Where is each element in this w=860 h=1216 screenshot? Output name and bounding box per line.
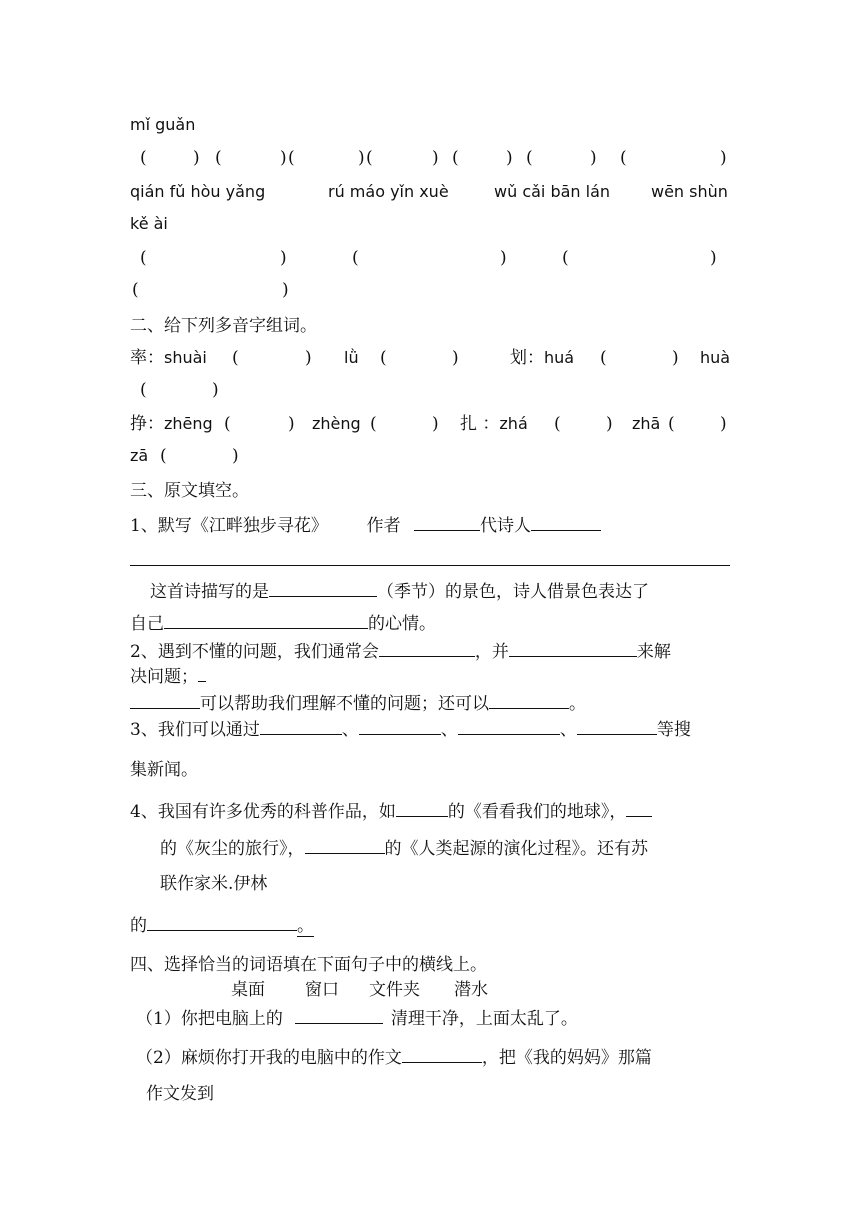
char-label: 扎 ： bbox=[460, 414, 500, 434]
q1-desc-line bbox=[150, 580, 649, 602]
poem-answer-line bbox=[130, 565, 730, 566]
blank-line bbox=[260, 718, 342, 735]
paren-open: ( bbox=[620, 148, 627, 168]
section-2-heading: 二、给下列多音字组词。 bbox=[130, 316, 317, 336]
separator: 、 bbox=[341, 720, 359, 740]
q1-line bbox=[130, 514, 601, 536]
text: 3、我们可以通过 bbox=[130, 720, 260, 740]
paren-close: ) bbox=[432, 414, 439, 434]
paren-open: ( bbox=[668, 414, 675, 434]
paren-open: ( bbox=[600, 348, 607, 368]
paren-close: ) bbox=[232, 446, 239, 466]
text: （1）你把电脑上的 bbox=[136, 1009, 283, 1029]
text: ，把《我的妈妈》那篇 bbox=[481, 1048, 652, 1068]
paren-open: ( bbox=[370, 414, 377, 434]
paren-open: ( bbox=[140, 380, 147, 400]
paren-close: ) bbox=[193, 148, 200, 168]
paren-close: ) bbox=[720, 148, 727, 168]
text: （2）麻烦你打开我的电脑中的作文 bbox=[136, 1048, 402, 1068]
word-option: 潜水 bbox=[454, 980, 488, 1000]
section-4-heading: 四、选择恰当的词语填在下面句子中的横线上。 bbox=[130, 955, 487, 975]
word-option: 桌面 bbox=[231, 980, 265, 1000]
q4-line bbox=[130, 800, 652, 822]
separator: 、 bbox=[559, 720, 577, 740]
text: 。 bbox=[297, 916, 314, 936]
blank-line bbox=[402, 1046, 482, 1063]
blank-line bbox=[531, 514, 601, 531]
text: 决问题； bbox=[130, 667, 198, 687]
pinyin: shuài bbox=[164, 348, 207, 367]
pinyin-hua4: huà bbox=[700, 348, 731, 367]
text: 4、我国有许多优秀的科普作品，如 bbox=[130, 802, 396, 822]
q2-line-3 bbox=[130, 692, 586, 714]
blank-line bbox=[164, 612, 368, 629]
s4-q1-line bbox=[136, 1007, 578, 1029]
blank-line bbox=[130, 692, 200, 709]
char-zheng bbox=[130, 414, 213, 434]
paren-close: ) bbox=[280, 248, 287, 268]
paren-open: ( bbox=[288, 148, 295, 168]
paren-close: ) bbox=[288, 414, 295, 434]
text: 2、遇到不懂的问题，我们通常会 bbox=[130, 642, 379, 662]
text: 的 bbox=[130, 916, 147, 936]
char-za bbox=[460, 414, 528, 434]
paren-open: ( bbox=[526, 148, 533, 168]
blank-line bbox=[305, 837, 385, 854]
paren-close: ) bbox=[280, 148, 287, 168]
q3-line-2: 集新闻。 bbox=[130, 760, 198, 780]
text: ，并 bbox=[474, 642, 509, 662]
q2-line-2 bbox=[130, 665, 206, 687]
paren-open: ( bbox=[160, 446, 167, 466]
paren-close: ) bbox=[500, 248, 507, 268]
q4-line-3: 联作家米.伊林 bbox=[160, 874, 268, 894]
text: （季节）的景色，诗人借景色表达了 bbox=[377, 582, 649, 602]
q4-line-4 bbox=[130, 914, 314, 936]
blank-line bbox=[509, 640, 637, 657]
blank-line bbox=[577, 718, 657, 735]
text: 可以帮助我们理解不懂的问题；还可以 bbox=[200, 694, 489, 714]
char-shuai-lv bbox=[130, 348, 207, 368]
paren-open: ( bbox=[562, 248, 569, 268]
text: 来解 bbox=[636, 642, 671, 662]
pinyin: zhá bbox=[499, 414, 528, 433]
paren-open: ( bbox=[380, 348, 387, 368]
blank-line bbox=[147, 914, 297, 931]
poet-label: 代诗人 bbox=[480, 516, 532, 536]
paren-close: ) bbox=[432, 148, 439, 168]
paren-open: ( bbox=[452, 148, 459, 168]
pinyin-wen-shun: wēn shùn bbox=[651, 182, 728, 201]
pinyin-lv: lǜ bbox=[344, 348, 359, 367]
blank-line bbox=[379, 640, 475, 657]
text: 等搜 bbox=[656, 720, 691, 740]
paren-open: ( bbox=[554, 414, 561, 434]
char-label: 挣： bbox=[130, 414, 164, 434]
paren-open: ( bbox=[140, 148, 147, 168]
paren-open: ( bbox=[140, 248, 147, 268]
paren-open: ( bbox=[366, 148, 373, 168]
text: 的《人类起源的演化过程》。还有苏 bbox=[384, 839, 648, 859]
q4-line-2 bbox=[160, 837, 648, 859]
word-bank bbox=[231, 980, 488, 1000]
word-option: 窗口 bbox=[305, 980, 339, 1000]
char-label: 率： bbox=[130, 348, 164, 368]
author-label: 作者 bbox=[366, 516, 401, 536]
pinyin-zheng4: zhèng bbox=[312, 414, 361, 433]
blank-line bbox=[458, 718, 560, 735]
text: 清理干净，上面太乱了。 bbox=[390, 1009, 578, 1029]
word-option: 文件夹 bbox=[369, 980, 420, 1000]
pinyin-ke-ai: kě ài bbox=[130, 214, 168, 233]
paren-close: ) bbox=[452, 348, 459, 368]
q1-text: 1、默写《江畔独步寻花》 bbox=[130, 516, 328, 536]
paren-close: ) bbox=[590, 148, 597, 168]
pinyin-qian-fu-hou-yang: qián fǔ hòu yǎng bbox=[130, 182, 266, 201]
s4-q2-line-2: 作文发到 bbox=[146, 1084, 214, 1104]
text: 的《看看我们的地球》， bbox=[447, 802, 627, 822]
section-3-heading: 三、原文填空。 bbox=[130, 481, 249, 501]
paren-open: ( bbox=[232, 348, 239, 368]
paren-open: ( bbox=[352, 248, 359, 268]
blank-line bbox=[295, 1007, 383, 1024]
text: 这首诗描写的是 bbox=[150, 582, 269, 602]
s4-q2-line bbox=[136, 1046, 652, 1068]
q2-line bbox=[130, 640, 671, 662]
text: 。 bbox=[569, 694, 586, 714]
blank-line bbox=[414, 514, 480, 531]
pinyin-za1: zā bbox=[130, 446, 149, 465]
pinyin-zha1: zhā bbox=[632, 414, 661, 433]
pinyin: huá bbox=[544, 348, 575, 367]
paren-close: ) bbox=[282, 280, 289, 300]
char-hua bbox=[510, 348, 574, 368]
pinyin: zhēng bbox=[164, 414, 213, 433]
paren-close: ) bbox=[305, 348, 312, 368]
paren-open: ( bbox=[215, 148, 222, 168]
blank-line bbox=[489, 692, 569, 709]
blank-line bbox=[269, 580, 377, 597]
paren-close: ) bbox=[506, 148, 513, 168]
q1-desc-line-2 bbox=[130, 612, 436, 634]
paren-close: ) bbox=[672, 348, 679, 368]
q3-line bbox=[130, 718, 691, 740]
pinyin-wu-cai-ban-lan: wǔ cǎi bān lán bbox=[494, 182, 611, 201]
separator: 、 bbox=[440, 720, 458, 740]
paren-close: ) bbox=[358, 148, 365, 168]
pinyin-mi-guan: mǐ guǎn bbox=[130, 115, 196, 134]
blank-line bbox=[626, 800, 652, 817]
char-label: 划： bbox=[510, 348, 544, 368]
blank-line bbox=[396, 800, 448, 817]
paren-open: ( bbox=[224, 414, 231, 434]
paren-open: ( bbox=[132, 280, 139, 300]
text: 自己 bbox=[130, 614, 164, 634]
text: 的《灰尘的旅行》， bbox=[160, 839, 305, 859]
paren-close: ) bbox=[606, 414, 613, 434]
paren-close: ) bbox=[710, 248, 717, 268]
blank-line bbox=[198, 665, 206, 682]
pinyin-ru-mao-yin-xue: rú máo yǐn xuè bbox=[328, 182, 449, 201]
blank-line bbox=[359, 718, 441, 735]
paren-close: ) bbox=[212, 380, 219, 400]
text: 的心情。 bbox=[368, 614, 436, 634]
paren-close: ) bbox=[720, 414, 727, 434]
